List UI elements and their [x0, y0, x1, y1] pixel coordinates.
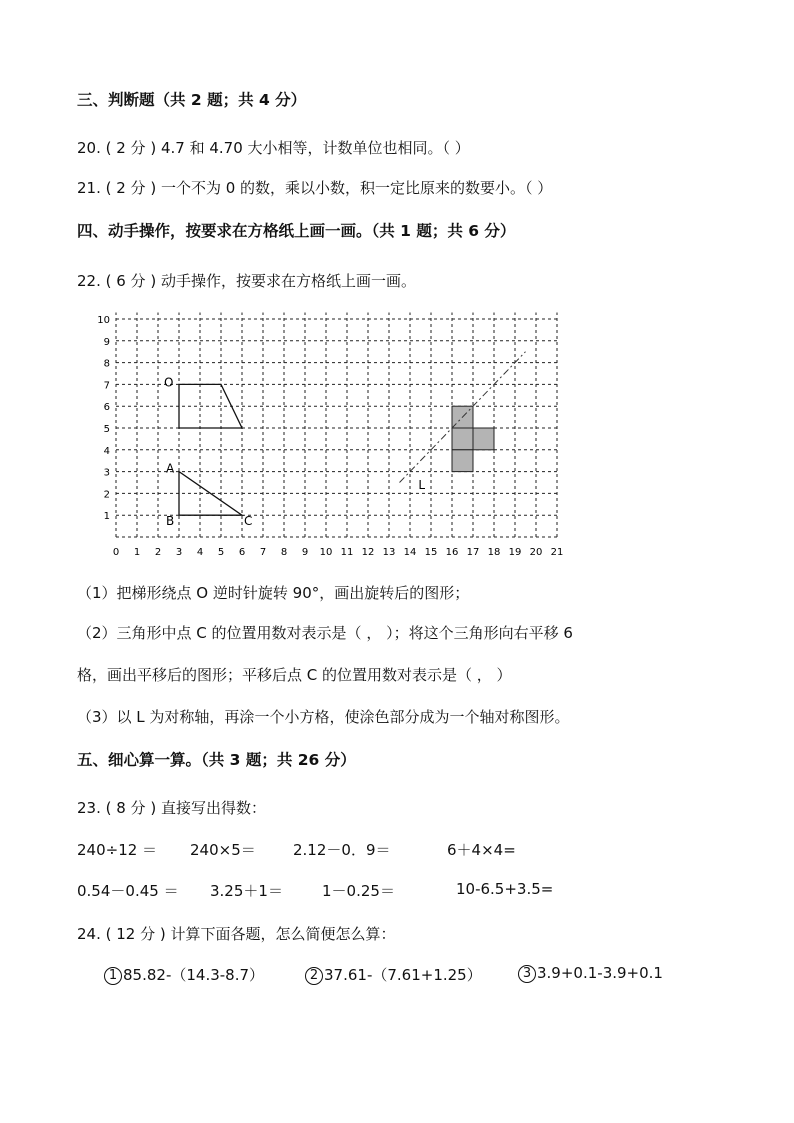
- q24-expr-1: 85.82-（14.3-8.7）: [123, 966, 265, 984]
- calc-1-4: 6＋4×4=: [447, 841, 516, 859]
- x-tick-label: 6: [238, 547, 246, 558]
- calc-1-1: 240÷12 ＝: [77, 841, 158, 859]
- label-point-c: C: [244, 514, 253, 529]
- coordinate-grid-figure: [90, 308, 580, 563]
- section-4-heading: 四、动手操作，按要求在方格纸上画一画。（共 1 题；共 6 分）: [77, 222, 516, 240]
- x-tick-label: 10: [319, 547, 333, 558]
- label-point-b: B: [166, 514, 175, 529]
- label-point-o: O: [164, 375, 174, 390]
- q24-item-3: [518, 964, 663, 983]
- shaded-cell: [452, 428, 473, 450]
- circled-number-3: 3: [518, 965, 536, 983]
- x-tick-label: 5: [217, 547, 225, 558]
- x-tick-label: 3: [175, 547, 183, 558]
- circled-number-1: 1: [104, 967, 122, 985]
- x-tick-label: 1: [133, 547, 141, 558]
- x-tick-label: 7: [259, 547, 267, 558]
- x-tick-label: 13: [382, 547, 396, 558]
- y-tick-label: 8: [103, 358, 110, 370]
- x-tick-label: 8: [280, 547, 288, 558]
- y-tick-label: 6: [103, 402, 110, 414]
- x-tick-label: 2: [154, 547, 162, 558]
- y-tick-label: 10: [97, 315, 110, 326]
- question-20: 20. ( 2 分 ) 4.7 和 4.70 大小相等，计数单位也相同。（ ）: [77, 139, 470, 157]
- x-tick-label: 17: [466, 547, 480, 558]
- y-tick-label: 3: [103, 467, 110, 479]
- q24-item-2: [305, 964, 482, 985]
- x-tick-label: 20: [529, 547, 543, 558]
- x-tick-label: 14: [403, 547, 417, 558]
- x-tick-label: 15: [424, 547, 438, 558]
- y-tick-label: 4: [103, 445, 110, 457]
- question-22: 22. ( 6 分 ) 动手操作，按要求在方格纸上画一画。: [77, 272, 416, 290]
- circled-number-2: 2: [305, 967, 323, 985]
- question-23: 23. ( 8 分 ) 直接写出得数：: [77, 799, 266, 817]
- x-tick-label: 21: [550, 547, 564, 558]
- calc-1-3: 2.12－0．9＝: [293, 841, 391, 859]
- question-22-part-2b: 格，画出平移后的图形；平移后点 C 的位置用数对表示是（ ， ）: [77, 666, 512, 684]
- x-tick-label: 4: [196, 547, 204, 558]
- x-tick-label: 0: [112, 547, 120, 558]
- q24-expr-2: 37.61-（7.61+1.25）: [324, 966, 482, 984]
- y-tick-label: 9: [103, 336, 110, 348]
- calc-2-1: 0.54－0.45 ＝: [77, 882, 179, 900]
- calc-1-2: 240×5＝: [190, 841, 256, 859]
- x-tick-label: 18: [487, 547, 501, 558]
- y-tick-label: 5: [103, 424, 110, 435]
- label-point-a: A: [166, 461, 175, 476]
- question-21: 21. ( 2 分 ) 一个不为 0 的数，乘以小数，积一定比原来的数要小。（ ）: [77, 179, 553, 197]
- x-tick-label: 19: [508, 547, 522, 558]
- question-22-part-2a: （2）三角形中点 C 的位置用数对表示是（ ， ）；将这个三角形向右平移 6: [77, 624, 573, 642]
- section-5-heading: 五、细心算一算。（共 3 题；共 26 分）: [77, 751, 356, 769]
- x-tick-label: 9: [301, 547, 309, 558]
- shaded-cell: [452, 450, 473, 472]
- y-tick-label: 7: [103, 380, 110, 392]
- x-tick-label: 11: [340, 547, 354, 558]
- q24-expr-3: 3.9+0.1-3.9+0.1: [537, 964, 663, 982]
- shaded-cell: [473, 428, 494, 450]
- y-tick-label: 1: [103, 511, 110, 523]
- section-3-heading: 三、判断题（共 2 题；共 4 分）: [77, 91, 307, 109]
- question-22-part-3: （3）以 L 为对称轴，再涂一个小方格，使涂色部分成为一个轴对称图形。: [77, 708, 570, 726]
- y-tick-label: 2: [103, 489, 110, 501]
- calc-2-3: 1－0.25＝: [322, 882, 395, 900]
- q24-item-1: [104, 964, 264, 985]
- question-24: 24. ( 12 分 ) 计算下面各题，怎么简便怎么算：: [77, 925, 396, 943]
- question-22-part-1: （1）把梯形绕点 O 逆时针旋转 90°，画出旋转后的图形；: [77, 584, 470, 602]
- calc-2-2: 3.25＋1＝: [210, 882, 283, 900]
- calc-2-4: 10-6.5+3.5=: [456, 880, 554, 898]
- label-axis-l: L: [418, 478, 426, 493]
- x-tick-label: 16: [445, 547, 459, 558]
- x-tick-label: 12: [361, 547, 375, 558]
